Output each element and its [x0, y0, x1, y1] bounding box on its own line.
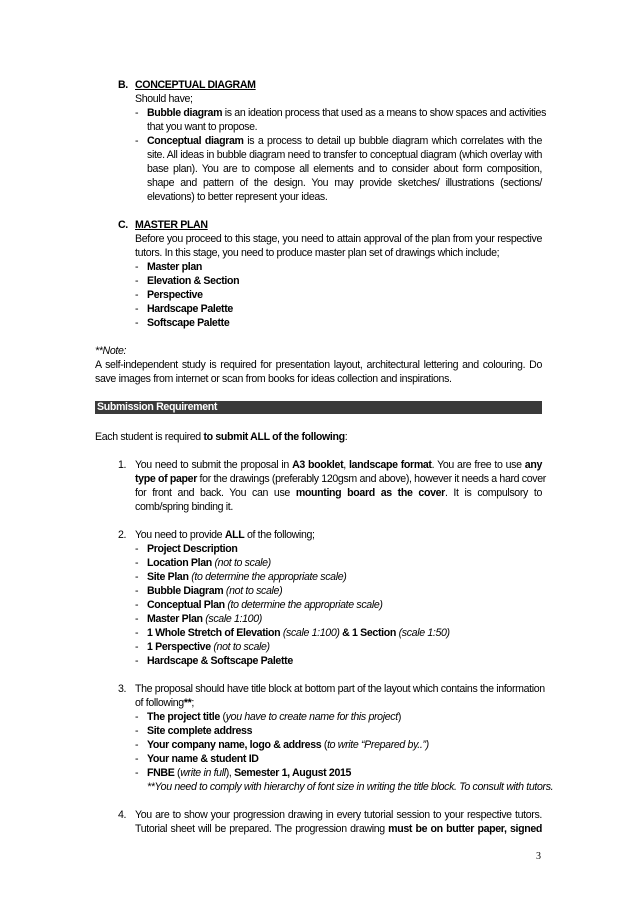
- conceptual-diagram-line-5: elevations) to better represent your ideas.: [147, 191, 328, 203]
- item-4-line-1: You are to show your progression drawing in every tutorial session to your respective tutors.: [135, 809, 542, 821]
- bullet-dash: -: [135, 613, 139, 625]
- bullet-dash: -: [135, 303, 139, 315]
- company-text: Your company name, logo & address: [147, 739, 322, 751]
- bubble-diagram-item: [147, 584, 282, 598]
- submission-heading: Submission Requirement: [97, 401, 218, 413]
- item-1-text: . It is compulsory to: [444, 487, 542, 499]
- item-1-text: for the drawings (preferably 120gsm and above), however it needs a hard cover: [196, 473, 546, 485]
- item-1-line-1: [135, 458, 542, 472]
- conceptual-diagram-line-4: shape and pattern of the design. You may provide sketches/ illustrations (sections/: [147, 177, 542, 189]
- all-text: ALL: [224, 529, 245, 541]
- paren: ): [397, 711, 401, 723]
- note-label: **Note:: [95, 345, 127, 357]
- scale-note: (to determine the appropriate scale): [188, 571, 347, 583]
- item-2-intro: [135, 528, 315, 542]
- master-plan-item: [147, 612, 262, 626]
- butter-paper-text: must be on butter paper, signed: [388, 823, 542, 835]
- fnbe-item: [147, 766, 351, 780]
- item-4-text: Tutorial sheet will be prepared. The progression drawing: [135, 823, 389, 835]
- elevation-section-item: [147, 626, 450, 640]
- conceptual-diagram-text: is a process to detail up bubble diagram which correlates with the: [243, 135, 542, 147]
- perspective-item: Perspective: [147, 289, 203, 301]
- bullet-dash: -: [135, 289, 139, 301]
- item-4-line-2: [135, 822, 542, 836]
- item-1-text: . You are free to use: [431, 459, 525, 471]
- conceptual-diagram-term: Conceptual diagram: [147, 135, 244, 147]
- paren: ),: [225, 767, 235, 779]
- item-1-line-4: comb/spring binding it.: [135, 501, 233, 513]
- bubble-diagram-term: Bubble diagram: [147, 107, 223, 119]
- bubble-diagram-text: is an ideation process that used as a means to show spaces and activities: [222, 107, 547, 119]
- bullet-dash: -: [135, 261, 139, 273]
- conceptual-diagram-line-3: base plan). You are to compose all elements and to consider about form composition,: [147, 163, 542, 175]
- elevation-section-item: Elevation & Section: [147, 275, 240, 287]
- submission-intro-bold: to submit ALL of the following: [203, 431, 345, 443]
- bullet-dash: -: [135, 725, 139, 737]
- item-1-text: ,: [343, 459, 349, 471]
- paren: (: [174, 767, 181, 779]
- site-plan-text: Site Plan: [147, 571, 189, 583]
- bullet-dash: -: [135, 711, 139, 723]
- item-1-number: 1.: [118, 459, 127, 471]
- project-title-text: The project title: [147, 711, 220, 723]
- bullet-dash: -: [135, 557, 139, 569]
- item-2-text: of the following;: [244, 529, 315, 541]
- location-plan-text: Location Plan: [147, 557, 212, 569]
- project-title-note: you have to create name for this project: [225, 711, 398, 723]
- project-description-item: Project Description: [147, 543, 238, 555]
- section-text: & 1 Section: [342, 627, 396, 639]
- bullet-dash: -: [135, 571, 139, 583]
- item-3-line-2: [135, 696, 194, 710]
- bullet-dash: -: [135, 275, 139, 287]
- section-b-heading: CONCEPTUAL DIAGRAM: [135, 79, 256, 91]
- scale-note: (scale 1:100): [280, 627, 343, 639]
- item-4-number: 4.: [118, 809, 127, 821]
- paren: (: [321, 739, 328, 751]
- student-item: Your name & student ID: [147, 753, 259, 765]
- submission-intro-plain: Each student is required: [95, 431, 204, 443]
- item-3-text: of following: [135, 697, 184, 709]
- bullet-dash: -: [135, 767, 139, 779]
- fnbe-note: write in full: [180, 767, 226, 779]
- bullet-dash: -: [135, 627, 139, 639]
- bullet-dash: -: [135, 641, 139, 653]
- perspective-text: 1 Perspective: [147, 641, 211, 653]
- company-note: to write “Prepared by..”): [327, 739, 429, 751]
- any-text: any: [524, 459, 543, 471]
- site-plan-item: [147, 570, 346, 584]
- item-1-text: You need to submit the proposal in: [135, 459, 293, 471]
- item-3-number: 3.: [118, 683, 127, 695]
- note-text-2: save images from internet or scan from books for ideas collection and inspirations.: [95, 373, 452, 385]
- bullet-dash: -: [135, 585, 139, 597]
- mounting-board-text: mounting board as the cover: [295, 487, 445, 499]
- submission-intro: [95, 430, 347, 444]
- item-1-line-2: [135, 472, 546, 486]
- bullet-dash: -: [135, 543, 139, 555]
- type-of-paper-text: type of paper: [135, 473, 197, 485]
- item-3-line-1: The proposal should have title block at bottom part of the layout which contains the information: [135, 683, 545, 695]
- submission-intro-end: :: [344, 431, 348, 443]
- softscape-palette-item: Softscape Palette: [147, 317, 230, 329]
- conceptual-plan-item: [147, 598, 383, 612]
- comply-note: **You need to comply with hierarchy of font size in writing the title block. To consult with tutors.: [147, 781, 554, 793]
- scale-note: (to determine the appropriate scale): [224, 599, 383, 611]
- master-plan-item: Master plan: [147, 261, 203, 273]
- company-item: [147, 738, 429, 752]
- section-c-text-1: Before you proceed to this stage, you need to attain approval of the plan from your respective: [135, 233, 542, 245]
- conceptual-diagram-line-2: site. All ideas in bubble diagram need to transfer to conceptual diagram (which overlay with: [147, 149, 542, 161]
- item-3-text: ;: [191, 697, 194, 709]
- conceptual-diagram-line: [147, 134, 542, 148]
- bubble-diagram-line: [147, 106, 546, 120]
- scale-note: (scale 1:50): [395, 627, 450, 639]
- section-b-letter: B.: [118, 79, 128, 91]
- elevation-text: 1 Whole Stretch of Elevation: [147, 627, 281, 639]
- site-address-item: Site complete address: [147, 725, 253, 737]
- scale-note: (not to scale): [211, 557, 271, 569]
- palette-item: Hardscape & Softscape Palette: [147, 655, 293, 667]
- bullet-dash: -: [135, 739, 139, 751]
- project-title-item: [147, 710, 401, 724]
- bullet-dash: -: [135, 107, 139, 119]
- asterisks: **: [183, 697, 192, 709]
- section-b-intro: Should have;: [135, 93, 193, 105]
- section-c-letter: C.: [118, 219, 128, 231]
- bullet-dash: -: [135, 753, 139, 765]
- master-plan-text: Master Plan: [147, 613, 203, 625]
- bullet-dash: -: [135, 599, 139, 611]
- perspective-item: [147, 640, 270, 654]
- scale-note: (not to scale): [210, 641, 270, 653]
- submission-heading-bar: [95, 401, 542, 414]
- a3-booklet-text: A3 booklet: [292, 459, 344, 471]
- item-1-text: for front and back. You can use: [135, 487, 296, 499]
- bullet-dash: -: [135, 135, 139, 147]
- conceptual-plan-text: Conceptual Plan: [147, 599, 225, 611]
- bullet-dash: -: [135, 655, 139, 667]
- hardscape-palette-item: Hardscape Palette: [147, 303, 233, 315]
- note-text-1: A self-independent study is required for presentation layout, architectural lettering and colouring. Do: [95, 359, 542, 371]
- section-c-text-2: tutors. In this stage, you need to produce master plan set of drawings which include;: [135, 247, 500, 259]
- paren: (: [219, 711, 226, 723]
- scale-note: (not to scale): [223, 585, 283, 597]
- bullet-dash: -: [135, 317, 139, 329]
- bubble-diagram-text: Bubble Diagram: [147, 585, 224, 597]
- semester-text: Semester 1, August 2015: [234, 767, 352, 779]
- bubble-diagram-line-2: that you want to propose.: [147, 121, 258, 133]
- fnbe-text: FNBE: [147, 767, 175, 779]
- item-2-number: 2.: [118, 529, 127, 541]
- item-2-text: You need to provide: [135, 529, 225, 541]
- page-number: 3: [536, 851, 541, 862]
- location-plan-item: [147, 556, 271, 570]
- scale-note: (scale 1:100): [202, 613, 262, 625]
- item-1-line-3: [135, 486, 542, 500]
- section-c-heading: MASTER PLAN: [135, 219, 208, 231]
- landscape-format-text: landscape format: [348, 459, 432, 471]
